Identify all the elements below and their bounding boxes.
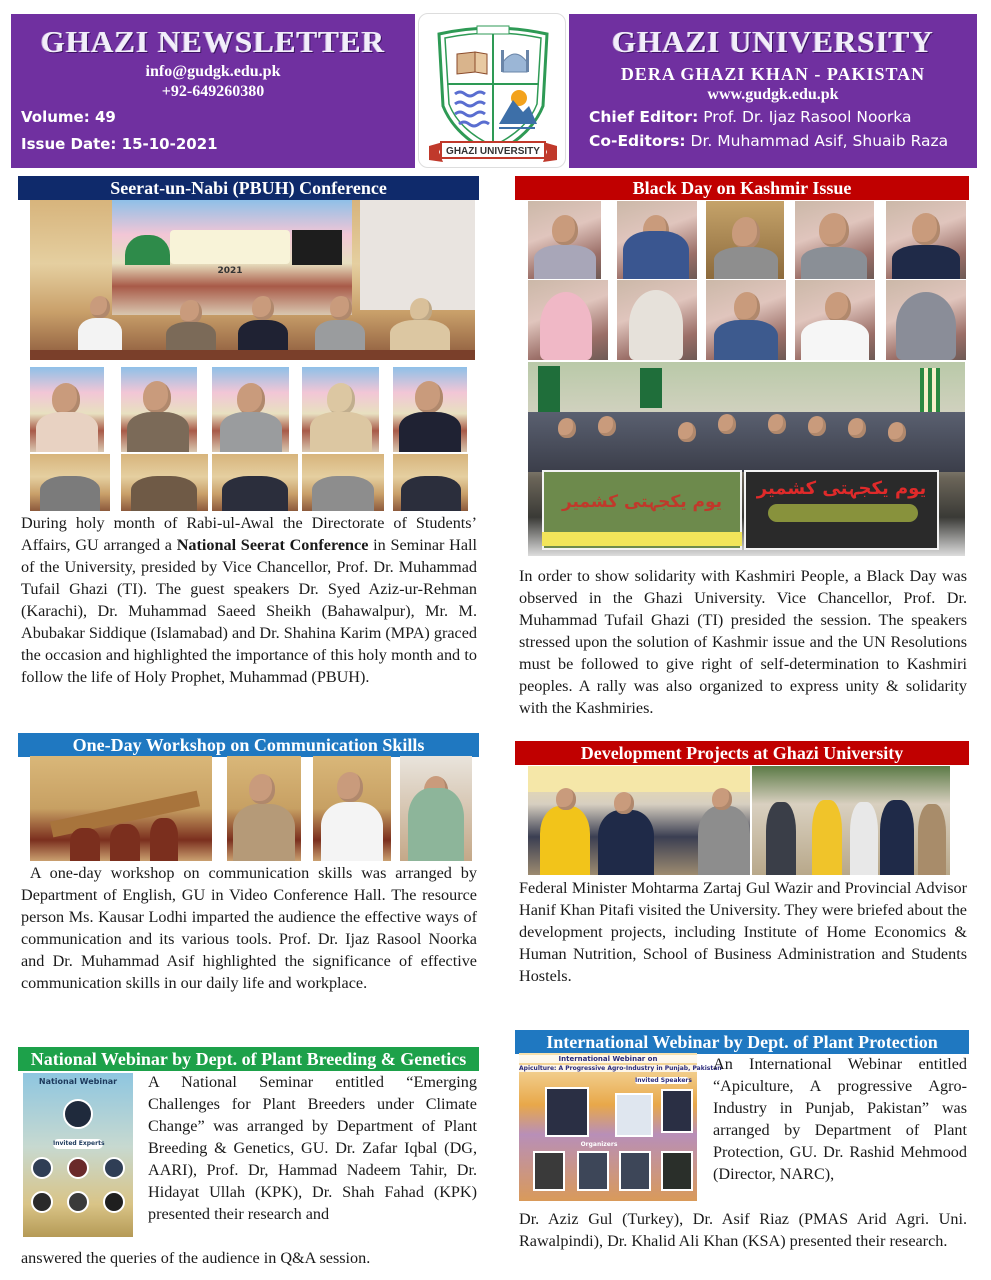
award-photo [121,454,208,511]
poster-title: National Webinar [38,1077,118,1086]
university-website[interactable]: www.gudgk.edu.pk [707,86,839,103]
speaker-photo [795,201,874,279]
speaker-photo [528,201,601,279]
speaker-photo [706,201,784,279]
workshop-hall-photo [30,756,212,861]
development-article-text: Federal Minister Mohtarma Zartaj Gul Wazir and Provincial Advisor Hanif Khan Pitafi visited the University. They were briefed about the development projects, including Institute of Home Economics & Human Nutrition, School of Business Administration and Students Hostels. [519,879,967,985]
award-photo [30,454,110,511]
seerat-article-text: During holy month of Rabi-ul-Awal the Directorate of Students’ Affairs, GU arranged a National Seerat Conference in Seminar Hall of the University, presided by Vice Chancellor, Prof. Dr. Muhammad Tufail Ghazi (TI). The guest speakers Dr. Syed Aziz-ur-Rehman (Karachi), Dr. Muhammad Saeed Sheikh (Bahawalpur), Mr. M. Abubakar Siddique (Islamabad) and Dr. Shahina Karim (MPA) graced the occasion and highlighted the importance of this holy month and to follow the life of Holy Prophet, Muhammad (PBUH). [21,514,478,686]
speaker-photo [528,280,608,360]
plant-protection-article-text-tail: Dr. Aziz Gul (Turkey), Dr. Asif Riaz (PMAS Arid Agri. Uni. Rawalpindi), Dr. Khalid Ali Khan (KSA) presented their research. [519,1210,967,1250]
award-photo [393,454,468,511]
speaker-photo [121,367,197,452]
section-title-plant-protection: International Webinar by Dept. of Plant Protection [515,1030,969,1054]
chief-editor: Chief Editor: Prof. Dr. Ijaz Rasool Noorka [589,108,912,126]
development-visit-photo [528,766,750,875]
logo-ribbon-text: GHAZI UNIVERSITY [446,146,540,157]
speaker-photo [212,367,289,452]
section-title-development: Development Projects at Ghazi University [515,741,969,765]
poster-title: International Webinar on [519,1055,697,1063]
co-editors: Co-Editors: Dr. Muhammad Asif, Shuaib Raza [589,132,949,150]
contact-email[interactable]: info@gudgk.edu.pk [145,63,281,80]
speaker-photo [393,367,467,452]
workshop-article-text: A one-day workshop on communication skills was arranged by Department of English, GU in Video Conference Hall. The resource person Ms. Kausar Lodhi imparted the audience the effective ways of communication and its various tools. Prof. Dr. Ijaz Rasool Noorka and Dr. Muhammad Asif highlighted the significance of effective communication skills in our daily life and workplace. [21,864,477,992]
plant-protection-article-text: An International Webinar entitled “Apiculture, A progressive Agro-Industry in Punjab, Pakistan” was arranged by Department of Plant Protection, GU. Dr. Rashid Mehmood (Director, NARC), [713,1055,967,1183]
speaker-photo [795,280,875,360]
speaker-photo [886,201,966,279]
plant-breeding-article-text-tail: answered the queries of the audience in Q&A session. [21,1249,371,1267]
kashmir-rally-photo [528,362,965,556]
university-logo [418,13,566,168]
award-photo [212,454,298,511]
rally-banner-right: یوم یکجہتی کشمیر [744,470,939,550]
speaker-photo [617,280,697,360]
university-location: DERA GHAZI KHAN - PAKISTAN [620,64,926,84]
newsletter-header-left [11,14,415,168]
kashmir-article-text: In order to show solidarity with Kashmiri People, a Black Day was observed in the Ghazi University. Vice Chancellor, Prof. Dr. Muhammad Tufail Ghazi (TI) presided the session. The speakers stressed upon the solution of Kashmir issue and the UN Resolutions must be followed to give right of self-determination to Kashmiri peoples. A rally was also organized to express unity & solidarity with the Kashmiries. [519,567,967,717]
seerat-conference-main-photo [30,200,475,360]
newsletter-header-right [569,14,977,168]
poster-organizers-label: Organizers [580,1141,618,1148]
university-title: GHAZI UNIVERSITY [612,24,934,59]
university-crest-icon [419,14,567,169]
workshop-speaker-photo [313,756,391,861]
plant-breeding-webinar-poster [23,1073,133,1237]
issue-date: Issue Date: 15-10-2021 [21,135,218,153]
award-photo [302,454,384,511]
poster-label: Invited Experts [53,1140,105,1147]
rally-banner-left: یوم یکجہتی کشمیر [542,470,742,550]
stage-banner-year: 2021 [217,266,243,276]
plant-breeding-article-text: A National Seminar entitled “Emerging Challenges for Plant Breeders under Climate Change” was arranged by Department of Plant Breeding & Genetics, GU. Dr. Zafar Iqbal (DG, AARI), Prof. Dr, Hammad Nadeem Tahir, Dr. Hidayat Ullah (KPK), Dr. Shah Fahad (KPK) presented their research and [148,1073,477,1223]
plant-protection-webinar-poster [519,1053,722,1201]
workshop-speaker-photo [400,756,472,861]
speaker-photo [30,367,104,452]
poster-label: Invited Speakers [635,1077,692,1084]
poster-subtitle: Apiculture: A Progressive Agro-Industry in Punjab, Pakistan [519,1065,722,1072]
contact-phone: +92-649260380 [161,83,265,100]
speaker-photo [302,367,379,452]
section-title-workshop: One-Day Workshop on Communication Skills [18,733,479,757]
volume-number: Volume: 49 [21,108,116,126]
development-walk-photo [752,766,950,875]
section-title-seerat: Seerat-un-Nabi (PBUH) Conference [18,176,479,200]
newsletter-title: GHAZI NEWSLETTER [40,24,386,59]
workshop-speaker-photo [227,756,301,861]
section-title-kashmir: Black Day on Kashmir Issue [515,176,969,200]
speaker-photo [886,280,966,360]
speaker-photo [617,201,697,279]
section-title-plant-breeding: National Webinar by Dept. of Plant Breeding & Genetics [18,1047,479,1071]
speaker-photo [706,280,786,360]
